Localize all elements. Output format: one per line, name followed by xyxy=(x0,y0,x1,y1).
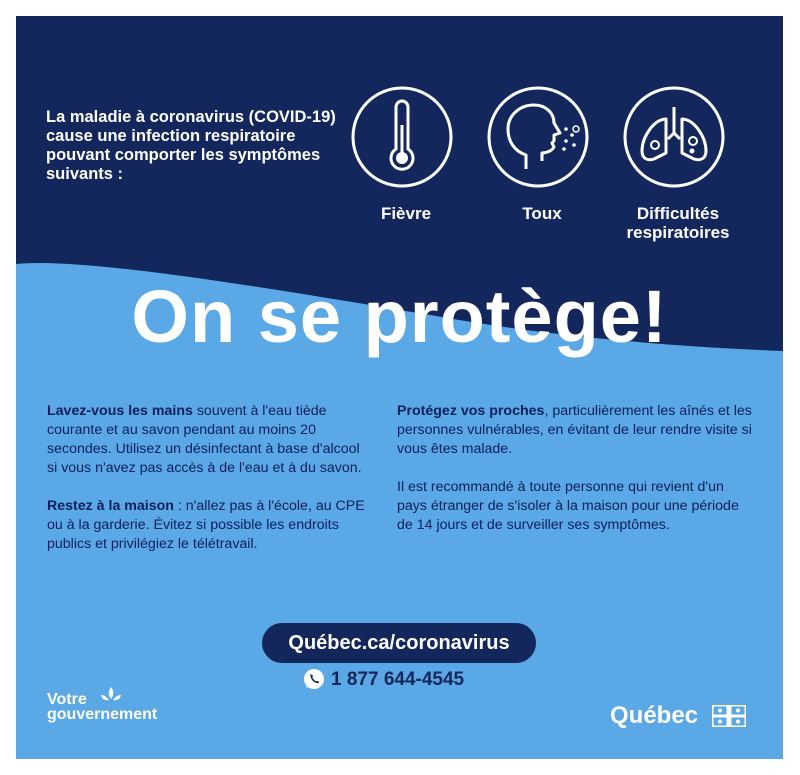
gov-logo-line2: gouvernement xyxy=(47,706,158,723)
fleur-de-lis-icon xyxy=(99,686,123,708)
left-column xyxy=(47,402,367,573)
wash-hands-paragraph xyxy=(47,402,367,478)
travel-paragraph: Il est recommandé à toute personne qui revient d'un pays étranger de s'isoler à la maison pour une période de 14 jours et de surveiller ses symptômes. xyxy=(397,479,739,533)
symptom-label-cough: Toux xyxy=(522,204,562,223)
gov-logo-line1: Votre xyxy=(47,691,87,708)
symptom-label-breathing xyxy=(598,204,758,242)
symptom-label-breathing-line1: Difficultés xyxy=(636,204,720,223)
phone-number[interactable] xyxy=(303,668,464,692)
wash-hands-bold: Lavez-vous les mains xyxy=(47,403,193,419)
phone-number-text: 1 877 644-4545 xyxy=(331,669,465,690)
website-link[interactable]: Québec.ca/coronavirus xyxy=(262,623,536,663)
wash-hands-text: souvent à l'eau tiède courante et au savon pendant au moins 20 secondes. Utilisez un désinfectant à base d'alcool si vous n'avez pas accès à de l'eau et à du savon. xyxy=(47,403,362,476)
votre-gouvernement-logo xyxy=(47,692,157,722)
protect-paragraph xyxy=(397,402,752,459)
protect-text: , particulièrement les aînés et les personnes vulnérables, en évitant de leur rendre visite si vous êtes malade. xyxy=(397,403,752,457)
quebec-flag-icon xyxy=(712,705,746,727)
symptom-label-fever: Fièvre xyxy=(380,204,432,223)
stay-home-paragraph xyxy=(47,497,367,554)
symptom-label-breathing-line2: respiratoires xyxy=(626,223,730,242)
poster xyxy=(16,16,783,759)
lungs-icon xyxy=(622,85,726,189)
phone-icon xyxy=(303,668,325,690)
headline: On se protège! xyxy=(131,275,668,358)
cough-icon xyxy=(486,85,590,189)
protect-bold: Protégez vos proches xyxy=(397,403,545,419)
thermometer-icon xyxy=(350,85,454,189)
stay-home-bold: Restez à la maison xyxy=(47,498,174,514)
quebec-logo-text: Québec xyxy=(610,702,699,729)
right-column xyxy=(397,402,752,554)
stay-home-text: : n'allez pas à l'école, au CPE ou à la garderie. Évitez si possible les endroits publics et privilégiez le télétravail. xyxy=(47,498,365,552)
intro-text: La maladie à coronavirus (COVID-19) cause une infection respiratoire pouvant comporter les symptômes suivants : xyxy=(46,108,336,183)
